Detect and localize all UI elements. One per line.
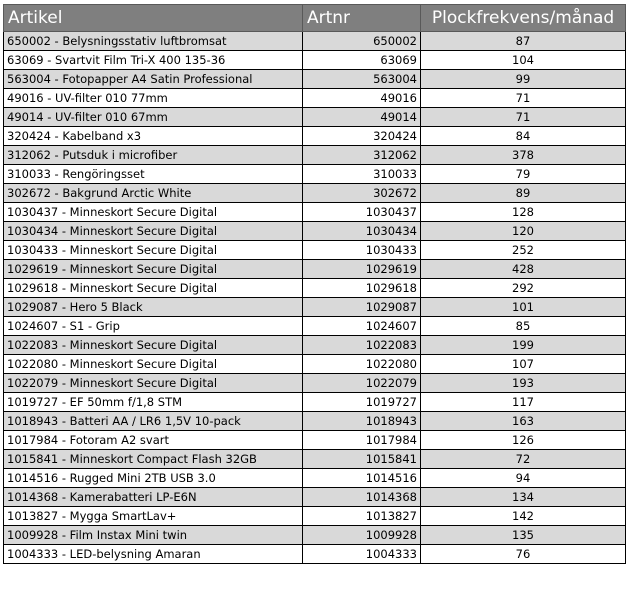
cell-plockfrekvens[interactable]: 428: [421, 260, 626, 279]
table-row: [4, 336, 626, 355]
table-row: [4, 469, 626, 488]
table-row: [4, 89, 626, 108]
cell-artnr[interactable]: 1024607: [303, 317, 421, 336]
table-row: [4, 241, 626, 260]
cell-artnr[interactable]: 63069: [303, 51, 421, 70]
cell-artikel[interactable]: 1022079 - Minneskort Secure Digital: [4, 374, 303, 393]
cell-artnr[interactable]: 312062: [303, 146, 421, 165]
header-artnr[interactable]: Artnr: [303, 5, 421, 32]
cell-artnr[interactable]: 650002: [303, 32, 421, 51]
cell-artnr[interactable]: 1029618: [303, 279, 421, 298]
table-row: [4, 374, 626, 393]
cell-plockfrekvens[interactable]: 94: [421, 469, 626, 488]
cell-artikel[interactable]: 1004333 - LED-belysning Amaran: [4, 545, 303, 564]
cell-artnr[interactable]: 310033: [303, 165, 421, 184]
cell-artnr[interactable]: 1019727: [303, 393, 421, 412]
table-row: [4, 545, 626, 564]
table-row: [4, 355, 626, 374]
table-row: [4, 412, 626, 431]
cell-plockfrekvens[interactable]: 142: [421, 507, 626, 526]
cell-artnr[interactable]: 1018943: [303, 412, 421, 431]
cell-plockfrekvens[interactable]: 378: [421, 146, 626, 165]
cell-artikel[interactable]: 1024607 - S1 - Grip: [4, 317, 303, 336]
cell-artikel[interactable]: 63069 - Svartvit Film Tri-X 400 135-36: [4, 51, 303, 70]
cell-plockfrekvens[interactable]: 193: [421, 374, 626, 393]
cell-artnr[interactable]: 1022083: [303, 336, 421, 355]
cell-artikel[interactable]: 1014368 - Kamerabatteri LP-E6N: [4, 488, 303, 507]
cell-artikel[interactable]: 650002 - Belysningsstativ luftbromsat: [4, 32, 303, 51]
cell-artikel[interactable]: 1013827 - Mygga SmartLav+: [4, 507, 303, 526]
cell-plockfrekvens[interactable]: 76: [421, 545, 626, 564]
cell-plockfrekvens[interactable]: 117: [421, 393, 626, 412]
cell-artikel[interactable]: 320424 - Kabelband x3: [4, 127, 303, 146]
header-plockfrekvens[interactable]: Plockfrekvens/månad: [421, 5, 626, 32]
cell-artikel[interactable]: 310033 - Rengöringsset: [4, 165, 303, 184]
cell-plockfrekvens[interactable]: 199: [421, 336, 626, 355]
table-row: [4, 488, 626, 507]
table-row: [4, 70, 626, 89]
table-row: [4, 526, 626, 545]
cell-artikel[interactable]: 1009928 - Film Instax Mini twin: [4, 526, 303, 545]
cell-artikel[interactable]: 1030433 - Minneskort Secure Digital: [4, 241, 303, 260]
cell-artikel[interactable]: 302672 - Bakgrund Arctic White: [4, 184, 303, 203]
cell-artnr[interactable]: 1017984: [303, 431, 421, 450]
header-row: [4, 5, 626, 32]
table-header: [4, 5, 626, 32]
cell-artnr[interactable]: 1014368: [303, 488, 421, 507]
table-row: [4, 203, 626, 222]
header-artikel[interactable]: Artikel: [4, 5, 303, 32]
cell-plockfrekvens[interactable]: 128: [421, 203, 626, 222]
table-row: [4, 279, 626, 298]
cell-artikel[interactable]: 1029087 - Hero 5 Black: [4, 298, 303, 317]
table-row: [4, 32, 626, 51]
table-row: [4, 127, 626, 146]
cell-plockfrekvens[interactable]: 252: [421, 241, 626, 260]
cell-artikel[interactable]: 563004 - Fotopapper A4 Satin Professional: [4, 70, 303, 89]
cell-plockfrekvens[interactable]: 120: [421, 222, 626, 241]
cell-plockfrekvens[interactable]: 134: [421, 488, 626, 507]
cell-artnr[interactable]: 1009928: [303, 526, 421, 545]
cell-artikel[interactable]: 49016 - UV-filter 010 77mm: [4, 89, 303, 108]
cell-artnr[interactable]: 1029619: [303, 260, 421, 279]
cell-artnr[interactable]: 1029087: [303, 298, 421, 317]
table-row: [4, 507, 626, 526]
table-row: [4, 165, 626, 184]
cell-artikel[interactable]: 312062 - Putsduk i microfiber: [4, 146, 303, 165]
cell-plockfrekvens[interactable]: 89: [421, 184, 626, 203]
cell-artnr[interactable]: 302672: [303, 184, 421, 203]
cell-artnr[interactable]: 563004: [303, 70, 421, 89]
cell-artikel[interactable]: 1015841 - Minneskort Compact Flash 32GB: [4, 450, 303, 469]
cell-plockfrekvens[interactable]: 107: [421, 355, 626, 374]
cell-artikel[interactable]: 1030434 - Minneskort Secure Digital: [4, 222, 303, 241]
table-row: [4, 184, 626, 203]
cell-plockfrekvens[interactable]: 163: [421, 412, 626, 431]
table-row: [4, 108, 626, 127]
table-row: [4, 393, 626, 412]
table-row: [4, 431, 626, 450]
table-row: [4, 260, 626, 279]
cell-artnr[interactable]: 1030437: [303, 203, 421, 222]
cell-plockfrekvens[interactable]: 292: [421, 279, 626, 298]
cell-artnr[interactable]: 49016: [303, 89, 421, 108]
cell-artnr[interactable]: 1014516: [303, 469, 421, 488]
table-row: [4, 298, 626, 317]
cell-artikel[interactable]: 1022083 - Minneskort Secure Digital: [4, 336, 303, 355]
cell-artnr[interactable]: 1015841: [303, 450, 421, 469]
table-row: [4, 450, 626, 469]
table-row: [4, 51, 626, 70]
cell-artnr[interactable]: 1030434: [303, 222, 421, 241]
cell-artikel[interactable]: 1030437 - Minneskort Secure Digital: [4, 203, 303, 222]
cell-artnr[interactable]: 1004333: [303, 545, 421, 564]
cell-artikel[interactable]: 1019727 - EF 50mm f/1,8 STM: [4, 393, 303, 412]
cell-plockfrekvens[interactable]: 99: [421, 70, 626, 89]
cell-artikel[interactable]: 1017984 - Fotoram A2 svart: [4, 431, 303, 450]
cell-artikel[interactable]: 1022080 - Minneskort Secure Digital: [4, 355, 303, 374]
cell-plockfrekvens[interactable]: 104: [421, 51, 626, 70]
table-row: [4, 146, 626, 165]
cell-artnr[interactable]: 1022080: [303, 355, 421, 374]
cell-artnr[interactable]: 1022079: [303, 374, 421, 393]
table-row: [4, 317, 626, 336]
table-body: [4, 32, 626, 564]
cell-artikel[interactable]: 1018943 - Batteri AA / LR6 1,5V 10-pack: [4, 412, 303, 431]
cell-plockfrekvens[interactable]: 87: [421, 32, 626, 51]
cell-artnr[interactable]: 49014: [303, 108, 421, 127]
cell-plockfrekvens[interactable]: 85: [421, 317, 626, 336]
cell-artikel[interactable]: 1029619 - Minneskort Secure Digital: [4, 260, 303, 279]
cell-plockfrekvens[interactable]: 71: [421, 108, 626, 127]
cell-plockfrekvens[interactable]: 72: [421, 450, 626, 469]
cell-plockfrekvens[interactable]: 126: [421, 431, 626, 450]
cell-plockfrekvens[interactable]: 101: [421, 298, 626, 317]
cell-artnr[interactable]: 1013827: [303, 507, 421, 526]
table-row: [4, 222, 626, 241]
cell-plockfrekvens[interactable]: 79: [421, 165, 626, 184]
cell-artikel[interactable]: 49014 - UV-filter 010 67mm: [4, 108, 303, 127]
cell-artikel[interactable]: 1029618 - Minneskort Secure Digital: [4, 279, 303, 298]
spreadsheet-table: [3, 4, 626, 564]
cell-artnr[interactable]: 1030433: [303, 241, 421, 260]
cell-artikel[interactable]: 1014516 - Rugged Mini 2TB USB 3.0: [4, 469, 303, 488]
cell-plockfrekvens[interactable]: 84: [421, 127, 626, 146]
cell-plockfrekvens[interactable]: 135: [421, 526, 626, 545]
cell-artnr[interactable]: 320424: [303, 127, 421, 146]
cell-plockfrekvens[interactable]: 71: [421, 89, 626, 108]
